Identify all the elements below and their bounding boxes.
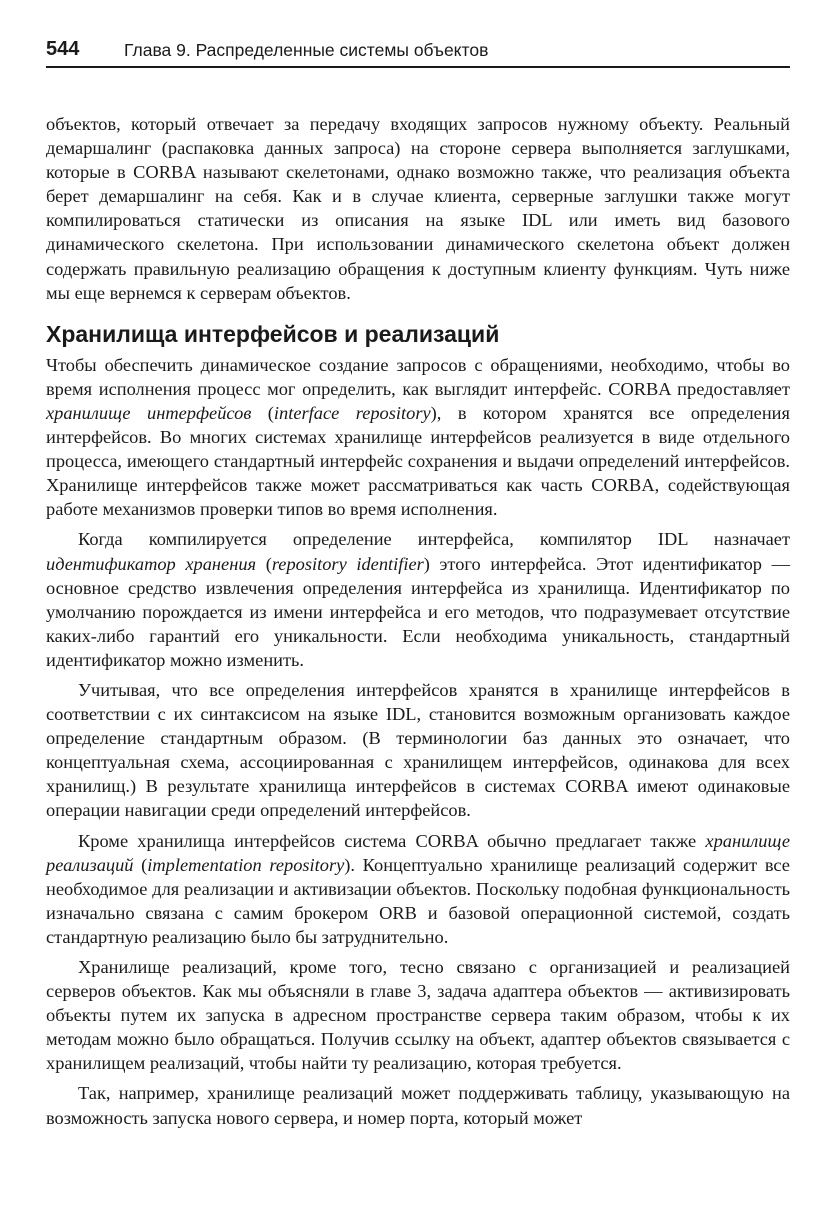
paragraph-continued: объектов, который отвечает за передачу входящих запросов нужному объекту. Реальный демаршалинг (распаковка данных запроса) на стороне сервера выполняется заглушками, которые в CORBA называют скелетонами, однако возможно также, что реализация объекта берет демаршалинг на себя. Как и в случае клиента, серверные заглушки также могут компилироваться статически из описания на языке IDL или иметь вид базового динамического скелетона. При использовании динамического скелетона объект должен содержать правильную реализацию обращения к доступным клиенту функциям. Чуть ниже мы еще вернемся к серверам объектов.	[46, 114, 790, 303]
book-page	[46, 0, 790, 1229]
term-italic: хранилище интерфейсов	[46, 402, 252, 423]
chapter-title: Глава 9. Распределенные системы объектов	[124, 40, 489, 60]
text-run: Когда компилируется определение интерфейса, компилятор IDL назначает	[78, 529, 790, 550]
text-run: (	[251, 402, 274, 423]
text-run: Чтобы обеспечить динамическое создание запросов с обращениями, необходимо, чтобы во время исполнения процесс мог определить, как выглядит интерфейс. CORBA предоставляет	[46, 354, 790, 399]
term-english-italic: interface repository	[273, 402, 431, 423]
paragraph-interface-repository	[46, 353, 790, 522]
text-run: (	[256, 553, 272, 574]
term-english-italic: implementation repository	[147, 854, 345, 875]
running-header	[46, 36, 790, 68]
text-run: ) этого интерфейса. Этот идентификатор — основное средство извлечения определения интерфейса из хранилища. Идентификатор по умолчанию порождается из имени интерфейса и его методов, что подразумевает отсутствие каких-либо гарантий его уникальности. Если необходима уникальность, стандартный идентификатор можно изменить.	[46, 553, 791, 670]
term-italic: идентификатор хранения	[46, 553, 257, 574]
term-english-italic: repository identifier	[271, 553, 424, 574]
paragraph-repository-identifier	[46, 527, 790, 672]
paragraph-idl-syntax: Учитывая, что все определения интерфейсов хранятся в хранилище интерфейсов в соответствии с их синтаксисом на языке IDL, становится возможным организовать каждое определение стандартным образом. (В терминологии баз данных это означает, что концептуальная схема, ассоциированная с хранилищем интерфейсов, одинакова для всех хранилищ.) В результате хранилища интерфейсов в системах CORBA имеют одинаковые операции навигации среди определений интерфейсов.	[46, 679, 790, 821]
text-run: ). Концептуально хранилище реализаций содержит все необходимое для реализации и активизации объектов. Поскольку подобная функциональность изначально связана с самим брокером ORB и базовой операционной системой, создать стандартную реализацию было бы затруднительно.	[46, 854, 790, 947]
paragraph-implementation-repository	[46, 829, 790, 949]
paragraph-object-adapter: Хранилище реализаций, кроме того, тесно связано с организацией и реализацией серверов объектов. Как мы объясняли в главе 3, задача адаптера объектов — активизировать объекты путем их запуска в адресном пространстве сервера таким образом, чтобы к их методам можно было обращаться. Получив ссылку на объект, адаптер объектов связывается с хранилищем реализаций, чтобы найти ту реализацию, которая требуется.	[46, 957, 790, 1074]
text-run: Кроме хранилища интерфейсов система CORBA обычно предлагает также	[78, 830, 706, 851]
section-heading: Хранилища интерфейсов и реализаций	[46, 320, 500, 347]
paragraph-port-table: Так, например, хранилище реализаций может поддерживать таблицу, указывающую на возможность запуска нового сервера, и номер порта, который может	[46, 1083, 790, 1128]
page-number: 544	[46, 38, 80, 60]
text-run: ), в котором хранятся все определения интерфейсов. Во многих системах хранилище интерфейсов реализуется в виде отдельного процесса, имеющего стандартный интерфейс сохранения и выдачи определений интерфейсов. Хранилище интерфейсов также может рассматриваться как часть CORBA, содействующая работе механизмов проверки типов во время исполнения.	[46, 402, 790, 520]
body-text	[46, 112, 790, 1136]
term-italic: хранилище реализаций	[46, 830, 790, 875]
text-run: (	[133, 854, 148, 875]
